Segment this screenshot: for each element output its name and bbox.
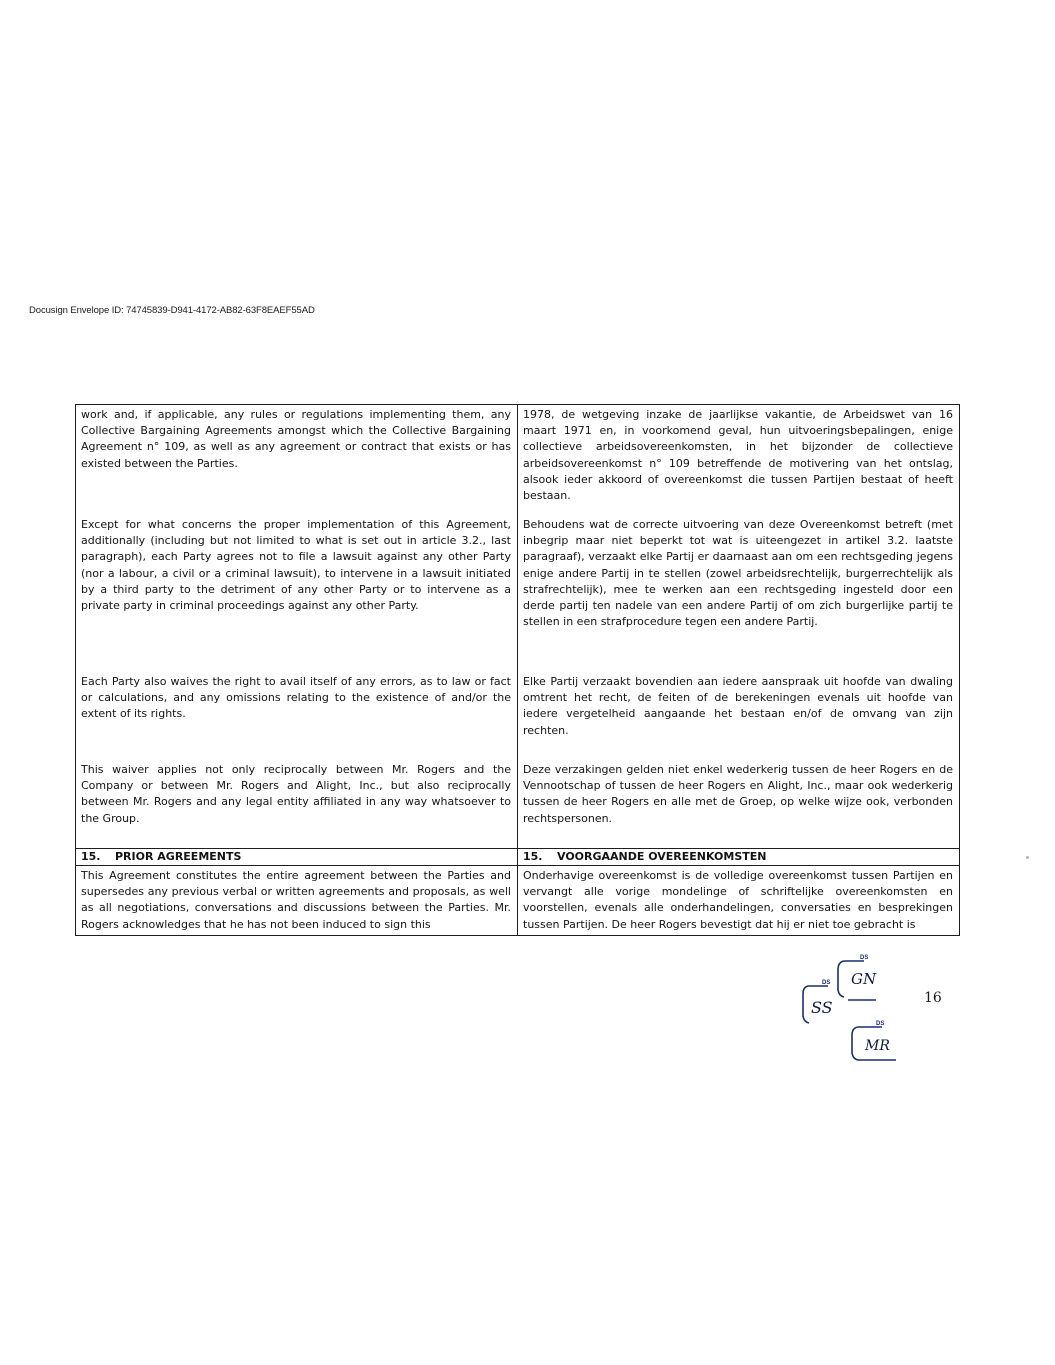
english-cell: [76, 672, 518, 760]
page-number: 16: [924, 990, 942, 1006]
section-title: PRIOR AGREEMENTS: [115, 850, 242, 863]
table-row: [76, 760, 960, 849]
paragraph-en-3: Each Party also waives the right to avail itself of any errors, as to law or fact or calculations, and any omissions relating to the existence of and/or the extent of its rights.: [81, 675, 511, 721]
docusign-envelope-id: Docusign Envelope ID: 74745839-D941-4172-AB82-63F8EAEF55AD: [29, 305, 315, 316]
section-heading-en: [76, 849, 518, 866]
table-row: [76, 672, 960, 760]
initial-box-gn: [838, 955, 877, 997]
docusign-initials-stamp: [800, 952, 910, 1067]
initial-box-mr: [852, 1021, 896, 1060]
section-title: VOORGAANDE OVEREENKOMSTEN: [557, 850, 767, 863]
english-cell: [76, 405, 518, 516]
bilingual-clause-table: [75, 404, 960, 936]
english-cell: [76, 515, 518, 672]
paragraph-nl-3: Elke Partij verzaakt bovendien aan iedere aanspraak uit hoofde van dwaling omtrent het recht, de feiten of de berekeningen evenals uit hoofde van iedere vergetelheid aangaande het bestaan en/of de omvang van zijn rechten.: [523, 675, 953, 737]
dutch-cell: [518, 405, 960, 516]
paragraph-en-1: work and, if applicable, any rules or regulations implementing them, any Collective Bargaining Agreements amongst which the Collective Bargaining Agreement n° 109, as well as any agreement or contract that exists or has existed between the Parties.: [81, 408, 511, 470]
dutch-cell: [518, 672, 960, 760]
paragraph-nl-2: Behoudens wat de correcte uitvoering van deze Overeenkomst betreft (met inbegrip maar niet beperkt tot wat is uiteengezet in artikel 3.2. laatste paragraaf), verzaakt elke Partij er daarnaast aan om een rechtsgeding jegens enige andere Partij in te stellen (zowel arbeidsrechtelijk, burgerrechtelijk als strafrechtelijk), mee te werken aan een rechtsgeding ingesteld door een derde partij ten nadele van een andere Partij of om zich burgerlijke partij te stellen in een strafprocedure tegen een andere Partij.: [523, 518, 953, 629]
paragraph-nl-5: Onderhavige overeenkomst is de volledige overeenkomst tussen Partijen en vervangt alle vorige mondelinge of schriftelijke overeenkomsten en voorstellen, evenals alle onderhandelingen, conversaties en besprekingen tussen Partijen. De heer Rogers bevestigt dat hij er niet toe gebracht is: [523, 869, 953, 931]
section-heading-nl: [518, 849, 960, 866]
table-row: [76, 866, 960, 936]
section-number: 15.: [523, 850, 543, 863]
dutch-cell: [518, 760, 960, 849]
paragraph-nl-4: Deze verzakingen gelden niet enkel wederkerig tussen de heer Rogers en de Vennootschap of tussen de heer Rogers en Alight, Inc., maar ook wederkerig tussen de heer Rogers en alle met de Groep, op welke wijze ook, verbonden rechtspersonen.: [523, 763, 953, 825]
initial-mark: MR: [865, 1038, 890, 1054]
table-row: [76, 515, 960, 672]
scan-speck: [1026, 856, 1029, 859]
paragraph-en-4: This waiver applies not only reciprocally between Mr. Rogers and the Company or between Mr. Rogers and Alight, Inc., but also reciprocally between Mr. Rogers and any legal entity affiliated in any way whatsoever to the Group.: [81, 763, 511, 825]
dutch-cell: [518, 515, 960, 672]
initial-tag: DS: [860, 955, 869, 961]
paragraph-en-5: This Agreement constitutes the entire agreement between the Parties and supersedes any previous verbal or written agreements and proposals, as well as all negotiations, conversations and discussions between the Parties. Mr. Rogers acknowledges that he has not been induced to sign this: [81, 869, 511, 931]
initial-mark: SS: [811, 998, 833, 1017]
initial-tag: DS: [876, 1021, 885, 1027]
initial-mark: GN: [851, 970, 877, 988]
paragraph-nl-1: 1978, de wetgeving inzake de jaarlijkse vakantie, de Arbeidswet van 16 maart 1971 en, in voorkomend geval, hun uitvoeringsbepalingen, enige collectieve arbeidsovereenkomsten, in het bijzonder de collectieve arbeidsovereenkomst n° 109 betreffende de motivering van het ontslag, alsook ieder akkoord of overeenkomst die tussen Partijen bestaat of heeft bestaan.: [523, 408, 953, 503]
section-number: 15.: [81, 850, 101, 863]
dutch-cell: [518, 866, 960, 936]
paragraph-en-2: Except for what concerns the proper implementation of this Agreement, additionally (including but not limited to what is set out in article 3.2., last paragraph), each Party agrees not to file a lawsuit against any other Party (nor a labour, a civil or a criminal lawsuit), to intervene in a lawsuit initiated by a third party to the detriment of any other Party or to intervene as a private party in criminal proceedings against any other Party.: [81, 518, 511, 613]
english-cell: [76, 866, 518, 936]
initial-tag: DS: [822, 980, 831, 986]
table-row: [76, 405, 960, 516]
section-heading-row: [76, 849, 960, 866]
english-cell: [76, 760, 518, 849]
